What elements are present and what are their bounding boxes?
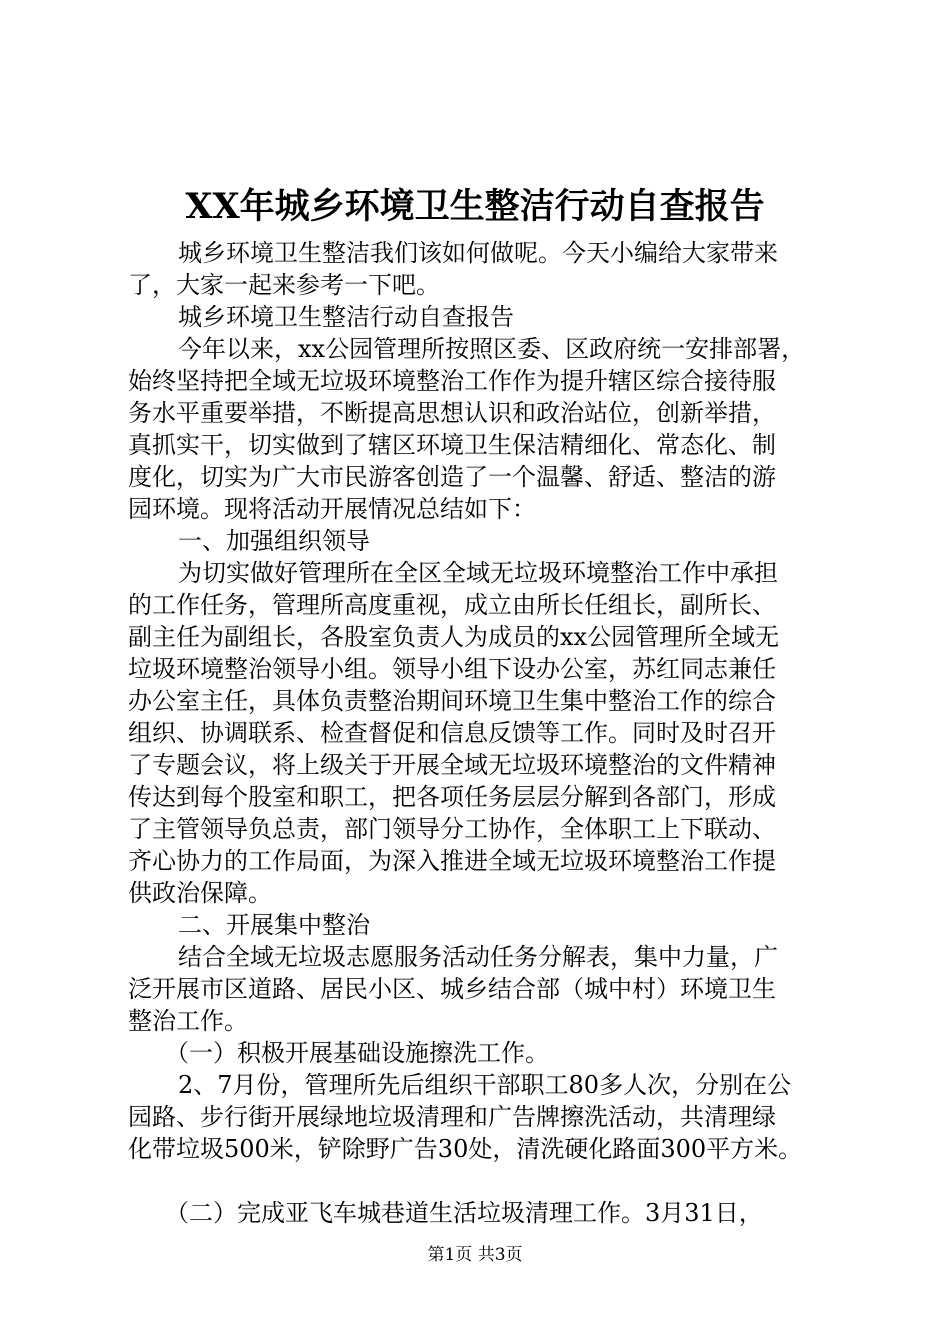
page-footer: 第1页 共3页	[427, 1245, 523, 1265]
line-text: 园环境。现将活动开展情况总结如下：	[128, 495, 536, 523]
line-text: 化带垃圾500米，铲除野广告30处，清洗硬化路面300平方米。	[128, 1135, 803, 1163]
line-text: 二、开展集中整治	[178, 911, 370, 939]
line-text: 始终坚持把全域无垃圾环境整治工作作为提升辖区综合接待服	[128, 367, 776, 395]
line-text: 今年以来，xx公园管理所按照区委、区政府统一安排部署，	[178, 335, 806, 363]
line-text: 办公室主任，具体负责整治期间环境卫生集中整治工作的综合	[128, 687, 776, 715]
line-text: 真抓实干，切实做到了辖区环境卫生保洁精细化、常态化、制	[128, 431, 776, 459]
line-text: 结合全域无垃圾志愿服务活动任务分解表，集中力量，广	[178, 943, 778, 971]
line-text: 整治工作。	[128, 1007, 248, 1035]
line-text: 度化，切实为广大市民游客创造了一个温馨、舒适、整洁的游	[128, 463, 776, 491]
line-text: 泛开展市区道路、居民小区、城乡结合部（城中村）环境卫生	[128, 975, 776, 1003]
document-title: XX年城乡环境卫生整洁行动自查报告	[185, 186, 765, 227]
line-text: 务水平重要举措，不断提高思想认识和政治站位，创新举措，	[128, 399, 776, 427]
line-text: 2、7月份，管理所先后组织干部职工80多人次，分别在公	[178, 1071, 792, 1099]
line-text: 城乡环境卫生整洁行动自查报告	[178, 303, 514, 331]
line-text: 了，大家一起来参考一下吧。	[128, 271, 440, 299]
line-text: 垃圾环境整治领导小组。领导小组下设办公室，苏红同志兼任	[128, 655, 776, 683]
line-text: 组织、协调联系、检查督促和信息反馈等工作。同时及时召开	[128, 719, 776, 747]
line-text: 了主管领导负总责，部门领导分工协作，全体职工上下联动、	[128, 815, 776, 843]
line-text: 一、加强组织领导	[178, 527, 370, 555]
line-text: 供政治保障。	[128, 879, 272, 907]
line-text: 为切实做好管理所在全区全域无垃圾环境整治工作中承担	[178, 559, 778, 587]
line-text: 园路、步行街开展绿地垃圾清理和广告牌擦洗活动，共清理绿	[128, 1103, 776, 1131]
line-text: 的工作任务，管理所高度重视，成立由所长任组长，副所长、	[128, 591, 776, 619]
line-text: （二）完成亚飞车城巷道生活垃圾清理工作。3月31日，	[165, 1199, 763, 1227]
line-text: 齐心协力的工作局面，为深入推进全域无垃圾环境整治工作提	[128, 847, 776, 875]
line-text: 城乡环境卫生整洁我们该如何做呢。今天小编给大家带来	[178, 239, 778, 267]
line-text: 传达到每个股室和职工，把各项任务层层分解到各部门，形成	[128, 783, 776, 811]
line-text: 了专题会议，将上级关于开展全域无垃圾环境整治的文件精神	[128, 751, 776, 779]
line-text: （一）积极开展基础设施擦洗工作。	[165, 1039, 549, 1067]
line-text: 副主任为副组长，各股室负责人为成员的xx公园管理所全域无	[128, 623, 780, 651]
